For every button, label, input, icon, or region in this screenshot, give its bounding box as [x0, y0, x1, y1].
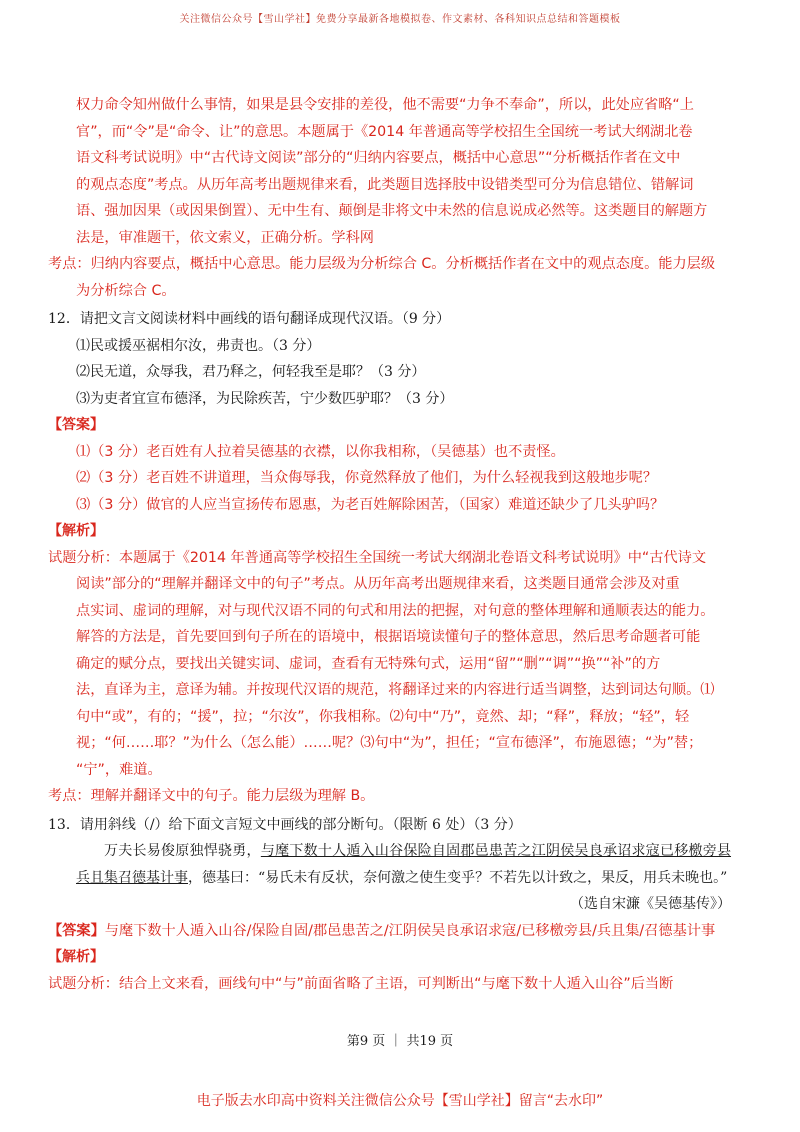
question-item: ⑶为吏者宜宣布德泽，为民除疾苦，宁少数匹驴耶？（3 分）	[76, 390, 454, 407]
passage-underlined: 与麾下数十人遁入山谷保险自固郡邑患苦之江阴侯吴良承诏求寇已移檄旁县	[260, 843, 732, 859]
footer-banner: 电子版去水印高中资料关注微信公众号【雪山学社】留言“去水印”	[196, 1093, 604, 1109]
explanation-line: 官”，而“令”是“命令、让”的意思。本题属于《2014 年普通高等学校招生全国统一考试大纲湖北卷	[76, 123, 693, 140]
question-13	[48, 812, 732, 998]
question-item: ⑴民或援巫裾相尔汝，弗责也。（3 分）	[76, 337, 321, 354]
analysis-line: 试题分析：结合上文来看，画线句中“与”前面省略了主语，可判断出“与麾下数十人遁入山谷”后当断	[48, 975, 674, 992]
explanation-line: 权力命令知州做什么事情，如果是县令安排的差役，他不需要“力争不奉命”，所以，此处应省略“上	[76, 97, 694, 113]
answer-label: 【答案】	[48, 417, 104, 433]
passage-source: （选自宋濂《吴德基传》）	[570, 896, 731, 912]
passage	[76, 838, 731, 891]
kaodian-line: 考点：理解并翻译文中的句子。能力层级为理解 B。	[48, 788, 375, 804]
analysis-line: 点实词、虚词的理解，对与现代汉语不同的句式和用法的把握，对句意的整体理解和通顺表达的能力。	[76, 602, 715, 619]
analysis-line: 阅读”部分的“理解并翻译文中的句子”考点。从历年高考出题规律来看，这类题目通常会涉及对重	[76, 576, 680, 592]
question-12	[48, 306, 731, 810]
explanation-line: 法是，审准题干，依文索义，正确分析。学科网	[76, 229, 374, 246]
passage-underlined: 兵且集召德基计事	[76, 869, 188, 886]
explanation-line: 的观点态度”考点。从历年高考出题规律来看，此类题目选择肢中设错类型可分为信息错位、错解词	[76, 176, 694, 193]
analysis-line: 视；“何……耶？”为什么（怎么能）……呢？⑶句中“为”，担任；“宣布德泽”，布施恩德；“为”替；	[76, 735, 703, 751]
analysis-line: 句中“或”，有的；“援”，拉；“尔汝”，你我相称。⑵句中“乃”，竟然、却；“释”，释放；“轻”，轻	[76, 708, 690, 725]
question-stem: 12．请把文言文阅读材料中画线的语句翻译成现代汉语。（9 分）	[48, 311, 451, 327]
watermark: ​	[512, 221, 528, 260]
analysis-label: 【解析】	[48, 949, 104, 965]
explanation-line: 语、强加因果（或因果倒置）、无中生有、颠倒是非将文中未然的信息说成必然等。这类题目的解题方	[76, 203, 708, 219]
header-banner: 关注微信公众号【雪山学社】免费分享最新各地模拟卷、作文素材、各科知识点总结和答题模板	[179, 14, 621, 25]
question-item: ⑵民无道，众辱我，君乃释之，何轻我至是耶？（3 分）	[76, 364, 426, 380]
analysis-line: 法，直译为主，意译为辅。并按现代汉语的规范，将翻译过来的内容进行适当调整，达到词达句顺。⑴	[76, 682, 715, 698]
analysis-line: 确定的赋分点，要找出关键实词、虚词，查看有无特殊句式，运用“留”“删”“调”“换”“补”的方	[76, 655, 661, 672]
answer-line: ⑶（3 分）做官的人应当宣扬传布恩惠，为老百姓解除困苦，（国家）难道还缺少了几头驴吗？	[76, 496, 665, 513]
passage-pre: 万夫长易俊原独悍骁勇，	[104, 843, 261, 859]
explanation-continued	[48, 92, 731, 304]
answer-line	[48, 918, 731, 945]
question-stem: 13．请用斜线（/）给下面文言短文中画线的部分断句。（限断 6 处）（3 分）	[48, 816, 522, 833]
page-content	[48, 92, 732, 997]
kaodian-line: 考点：归纳内容要点，概括中心意思。能力层级为分析综合 C。分析概括作者在文中的观点态度。能力层级	[48, 256, 716, 272]
explanation-line: 语文科考试说明》中“古代诗文阅读”部分的“归纳内容要点，概括中心意思”“分析概括作者在文中	[76, 150, 681, 166]
answer-line: ⑵（3 分）老百姓不讲道理，当众侮辱我，你竟然释放了他们，为什么轻视我到这般地步呢？	[76, 470, 658, 486]
page-number: 第9 页 ｜ 共19 页	[346, 1034, 454, 1049]
analysis-line: “宁”，难道。	[76, 761, 162, 778]
analysis-label: 【解析】	[48, 523, 104, 539]
kaodian-line: 为分析综合 C。	[76, 282, 176, 299]
passage-post: ，德基曰：“易氏未有反状，奈何激之使生变乎？不若先以计致之，果反，用兵未晚也。”	[188, 869, 728, 886]
answer-line: ⑴（3 分）老百姓有人拉着吴德基的衣襟，以你我相称，（吴德基）也不责怪。	[76, 443, 565, 460]
analysis-line: 解答的方法是，首先要回到句子所在的语境中，根据语境读懂句子的整体意思，然后思考命题者可能	[76, 629, 701, 645]
answer-text: 与麾下数十人遁入山谷/保险自固/郡邑患苦之/江阴侯吴良承诏求寇/已移檄旁县/兵且集/召德基计事	[104, 922, 716, 939]
answer-label: 【答案】	[48, 922, 105, 939]
analysis-line: 试题分析：本题属于《2014 年普通高等学校招生全国统一考试大纲湖北卷语文科考试说明》中“古代诗文	[48, 549, 707, 566]
